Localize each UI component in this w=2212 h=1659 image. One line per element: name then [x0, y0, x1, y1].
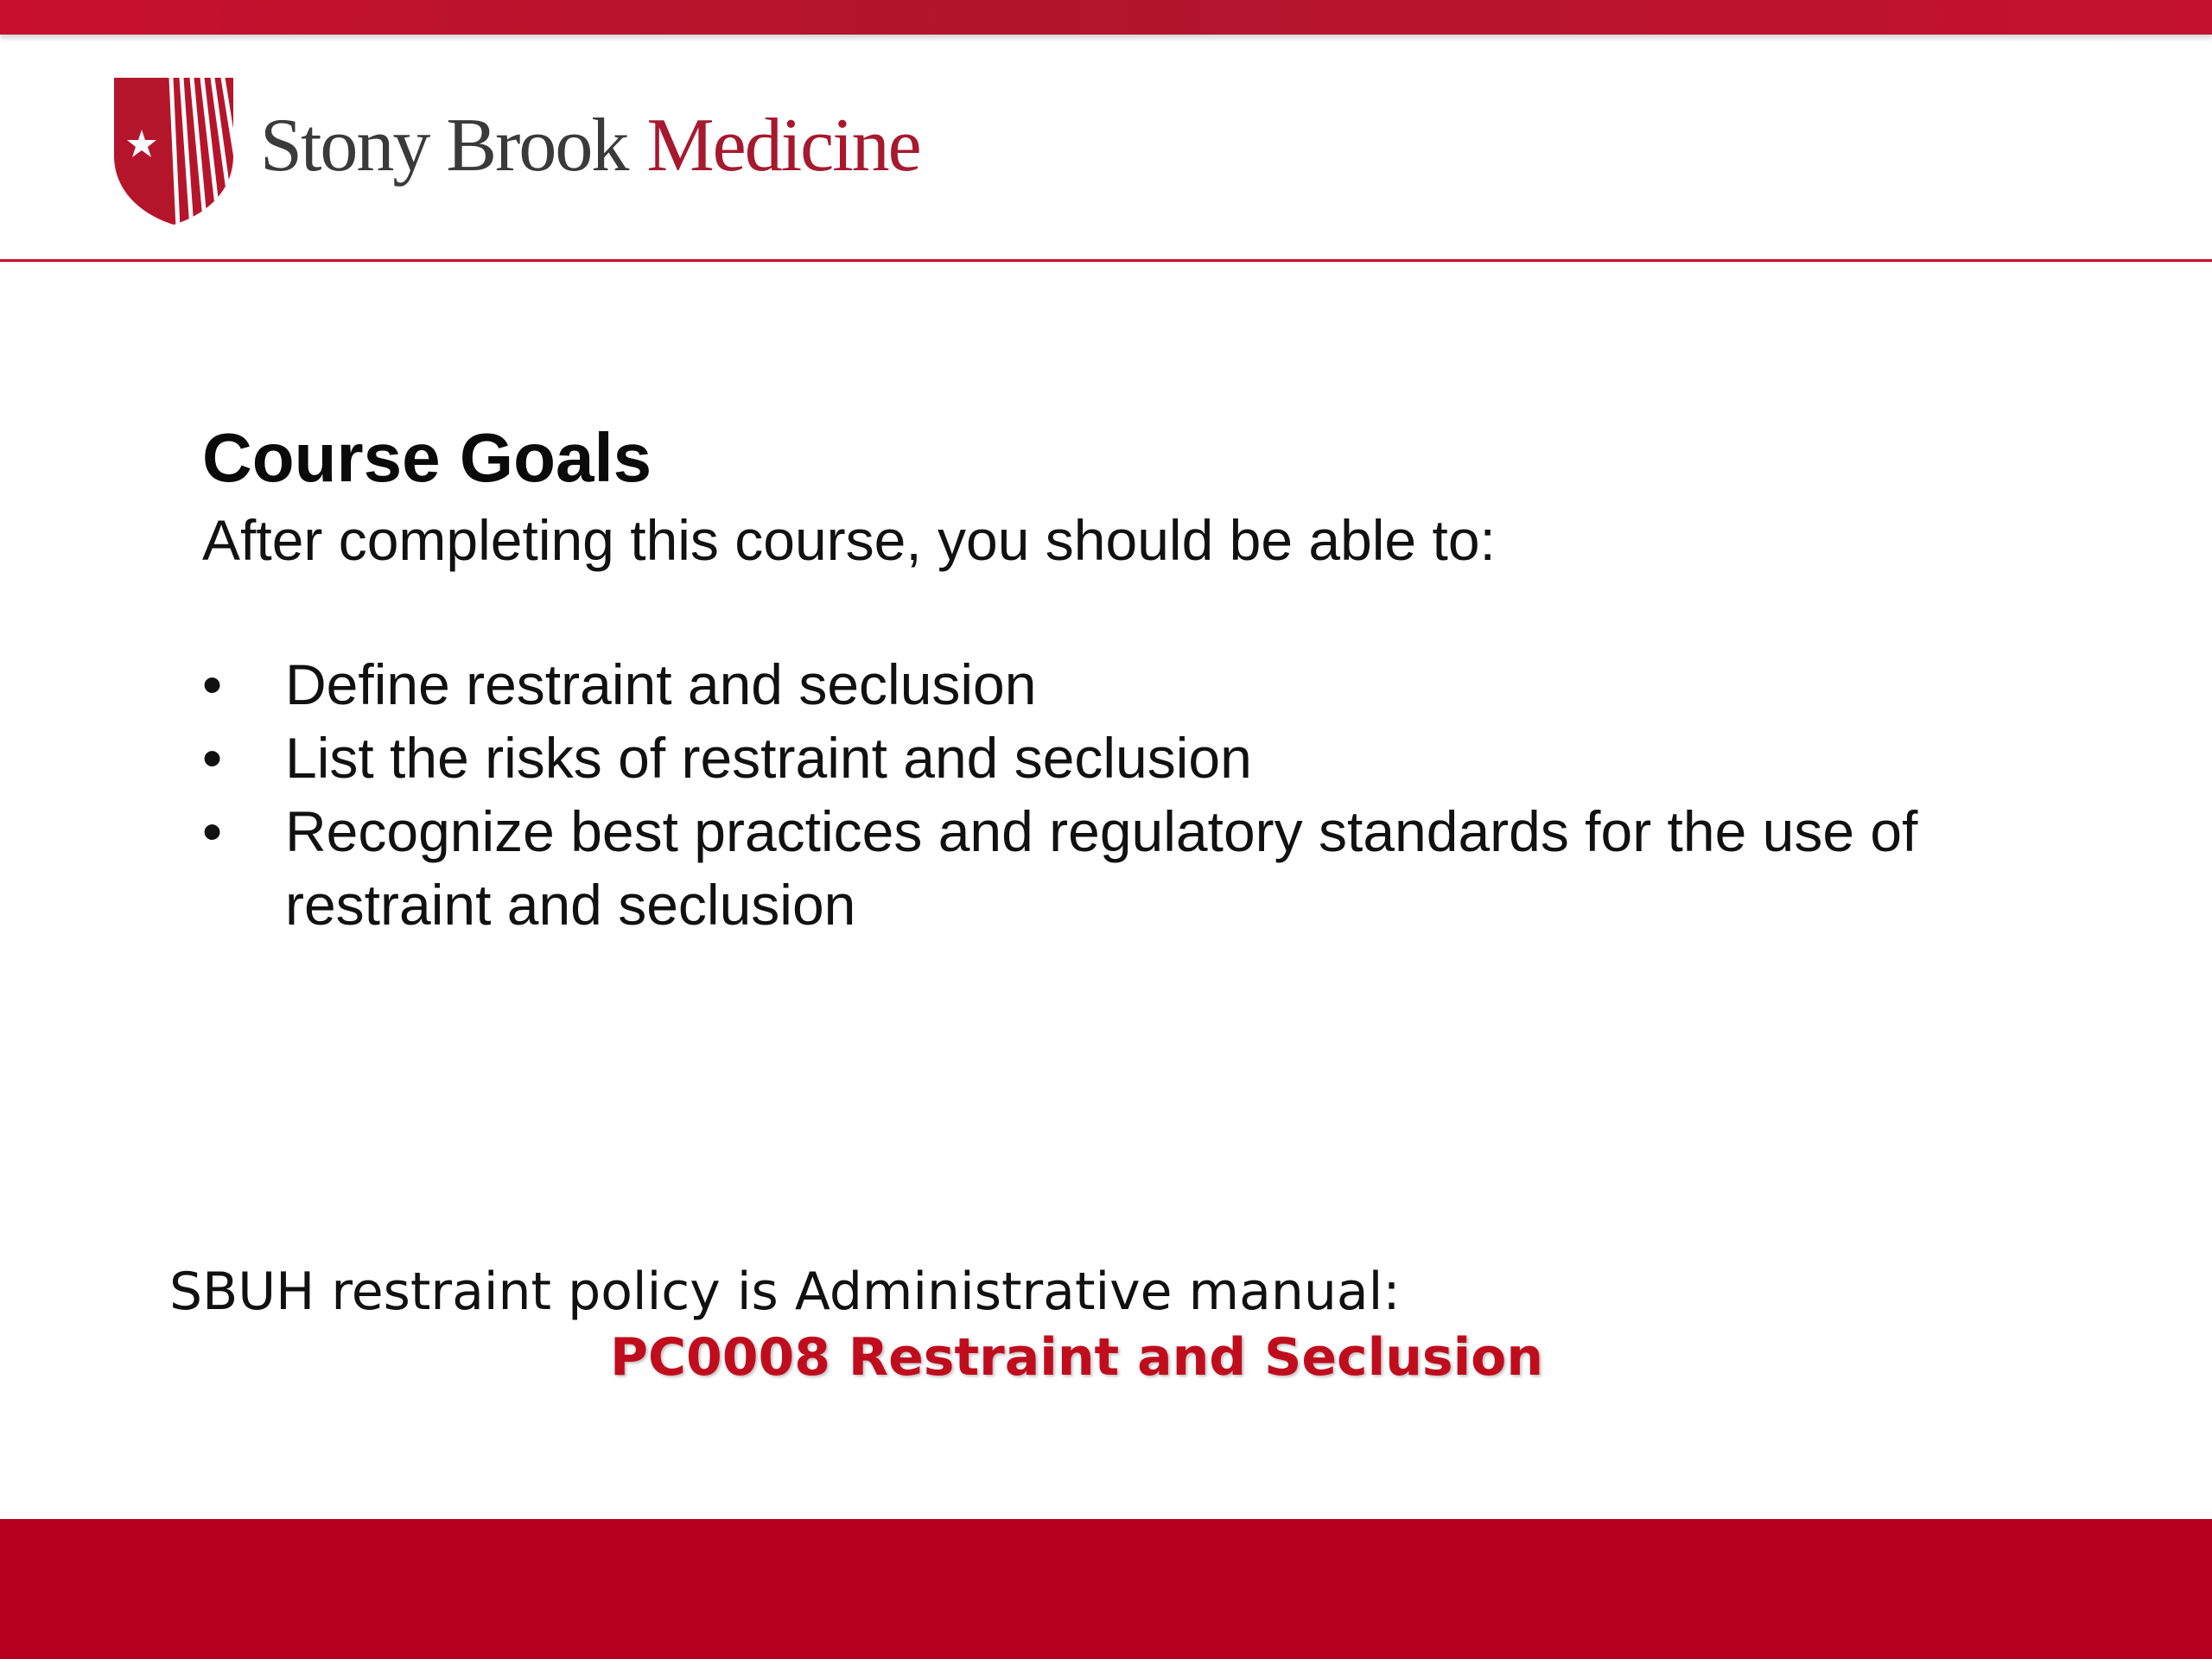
logo-text-medicine: Medicine	[646, 104, 920, 188]
list-item-text: Recognize best practices and regulatory standards for the use of restraint and seclusion	[285, 799, 1918, 937]
list-item	[202, 648, 2017, 721]
logo-text-stony-brook: Stony Brook	[260, 104, 628, 188]
goal-list	[202, 648, 2017, 942]
top-banner	[0, 0, 2212, 35]
shield-icon	[109, 73, 238, 228]
slide-title: Course Goals	[202, 419, 652, 496]
slide-subtitle: After completing this course, you should be able to:	[202, 508, 1496, 572]
policy-text: SBUH restraint policy is Administrative manual:	[169, 1262, 1401, 1322]
bullet-icon: •	[202, 726, 223, 790]
bullet-icon: •	[202, 652, 223, 716]
logo-wordmark	[260, 102, 920, 189]
policy-note	[169, 1257, 1897, 1388]
header-divider	[0, 259, 2212, 262]
policy-reference: PC0008 Restraint and Seclusion	[610, 1327, 1544, 1388]
footer-banner	[0, 1519, 2212, 1659]
list-item	[202, 721, 2017, 795]
list-item-text: Define restraint and seclusion	[285, 652, 1037, 716]
list-item	[202, 795, 2017, 942]
slide-content	[202, 415, 2017, 942]
list-item-text: List the risks of restraint and seclusion	[285, 726, 1252, 790]
bullet-icon: •	[202, 799, 223, 863]
stony-brook-medicine-logo	[109, 73, 973, 228]
